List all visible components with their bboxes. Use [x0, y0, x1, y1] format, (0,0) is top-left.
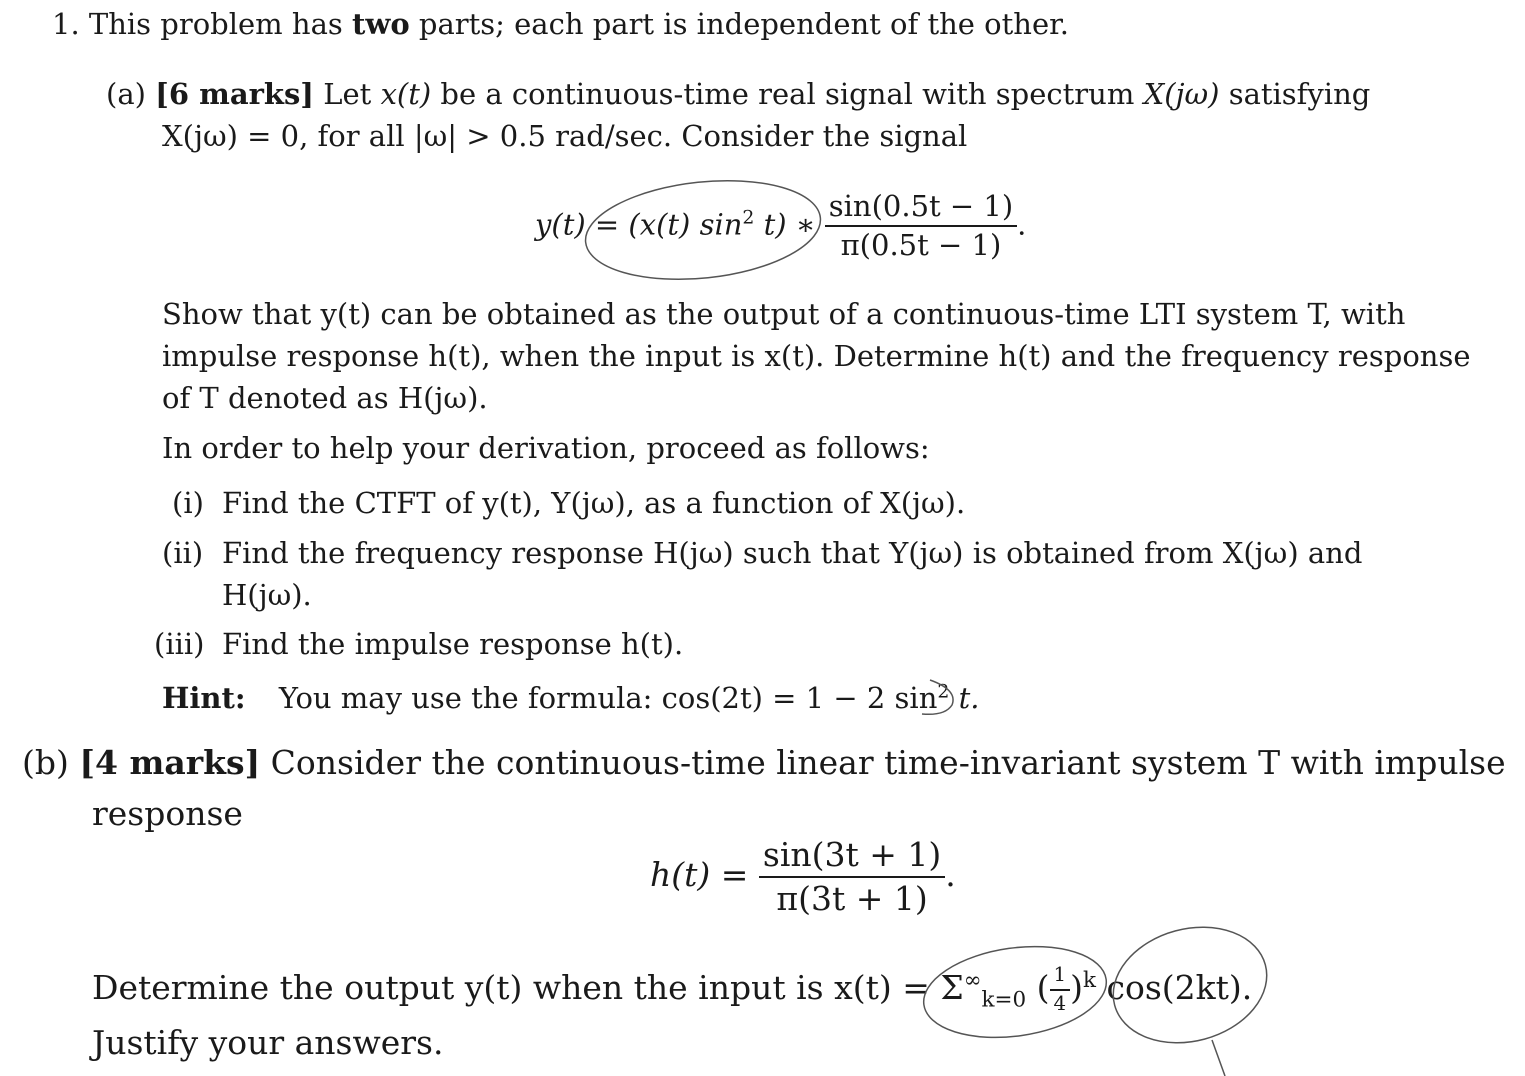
part-a-marks: [6 marks] [155, 77, 315, 111]
part-b-determine: Determine the output y(t) when the input is $x(t) = \Sigma^\infty_{k=0}$ ( $\frac{1}{4}$ )$^k$ cos(2kt). [92, 963, 1253, 1015]
problem-number: 1. [52, 7, 80, 41]
part-a-equation: y(t) = (x(t) $\sin^2 t$) ∗ $\frac{\sin(0.5t - 1)}{\pi(0.5t - 1)}$ . [535, 189, 1027, 263]
part-b-fraction: $\frac{\sin(3t + 1)}{\pi(3t + 1)}$ [759, 836, 945, 918]
quarter-fraction: $\frac{1}{4}$ [1050, 964, 1071, 1016]
list-item-text: Find the impulse response h(t). [222, 627, 684, 661]
list-item-text: H(jω). [222, 578, 312, 612]
part-a-help: In order to help your derivation, proceed as follows: [162, 431, 930, 465]
part-b-label: (b) [22, 743, 69, 782]
part-b-line2: response [92, 794, 243, 833]
part-a-line2: X(jω) = 0, for all |ω| > 0.5 rad/sec. Consider the signal [162, 119, 968, 153]
part-a-show-line1: Show that y(t) can be obtained as the output of a continuous-time LTI system T, with [162, 297, 1406, 331]
list-item: (ii) [162, 536, 204, 570]
pencil-stroke-annotation [1212, 1040, 1225, 1076]
list-item-text: Find the frequency response H(jω) such that Y(jω) is obtained from X(jω) and [222, 536, 1363, 570]
part-b-line1: (b) [4 marks] Consider the continuous-time linear time-invariant system T with impulse [22, 743, 1506, 782]
part-a-show-line3: of T denoted as H(jω). [162, 381, 488, 415]
part-a-show-line2: impulse response h(t), when the input is x(t). Determine h(t) and the frequency response [162, 339, 1471, 373]
hint-label: Hint: [162, 681, 246, 715]
part-a-fraction: $\frac{\sin(0.5t - 1)}{\pi(0.5t - 1)}$ [825, 190, 1017, 263]
list-item: (i) [172, 486, 204, 520]
part-b-justify: Justify your answers. [92, 1023, 444, 1062]
part-a-label: (a) [106, 77, 146, 111]
hint-text: You may use the formula: cos(2t) = 1 − 2 sin [278, 681, 938, 715]
part-b-marks: [4 marks] [79, 743, 261, 782]
problem-intro: 1. This problem has two parts; each part is independent of the other. [52, 7, 1070, 41]
part-a-line1: (a) [6 marks] Let x(t) be a continuous-time real signal with spectrum X(jω) satisfying [106, 77, 1371, 111]
hint-line: Hint: You may use the formula: cos(2t) = 1 − 2 $\sin^2 t$. [162, 681, 980, 715]
list-item: (iii) [154, 627, 205, 661]
list-item-text: Find the CTFT of y(t), Y(jω), as a function of X(jω). [222, 486, 966, 520]
part-b-equation: h(t) = $\frac{\sin(3t + 1)}{\pi(3t + 1)}$ . [650, 835, 956, 918]
